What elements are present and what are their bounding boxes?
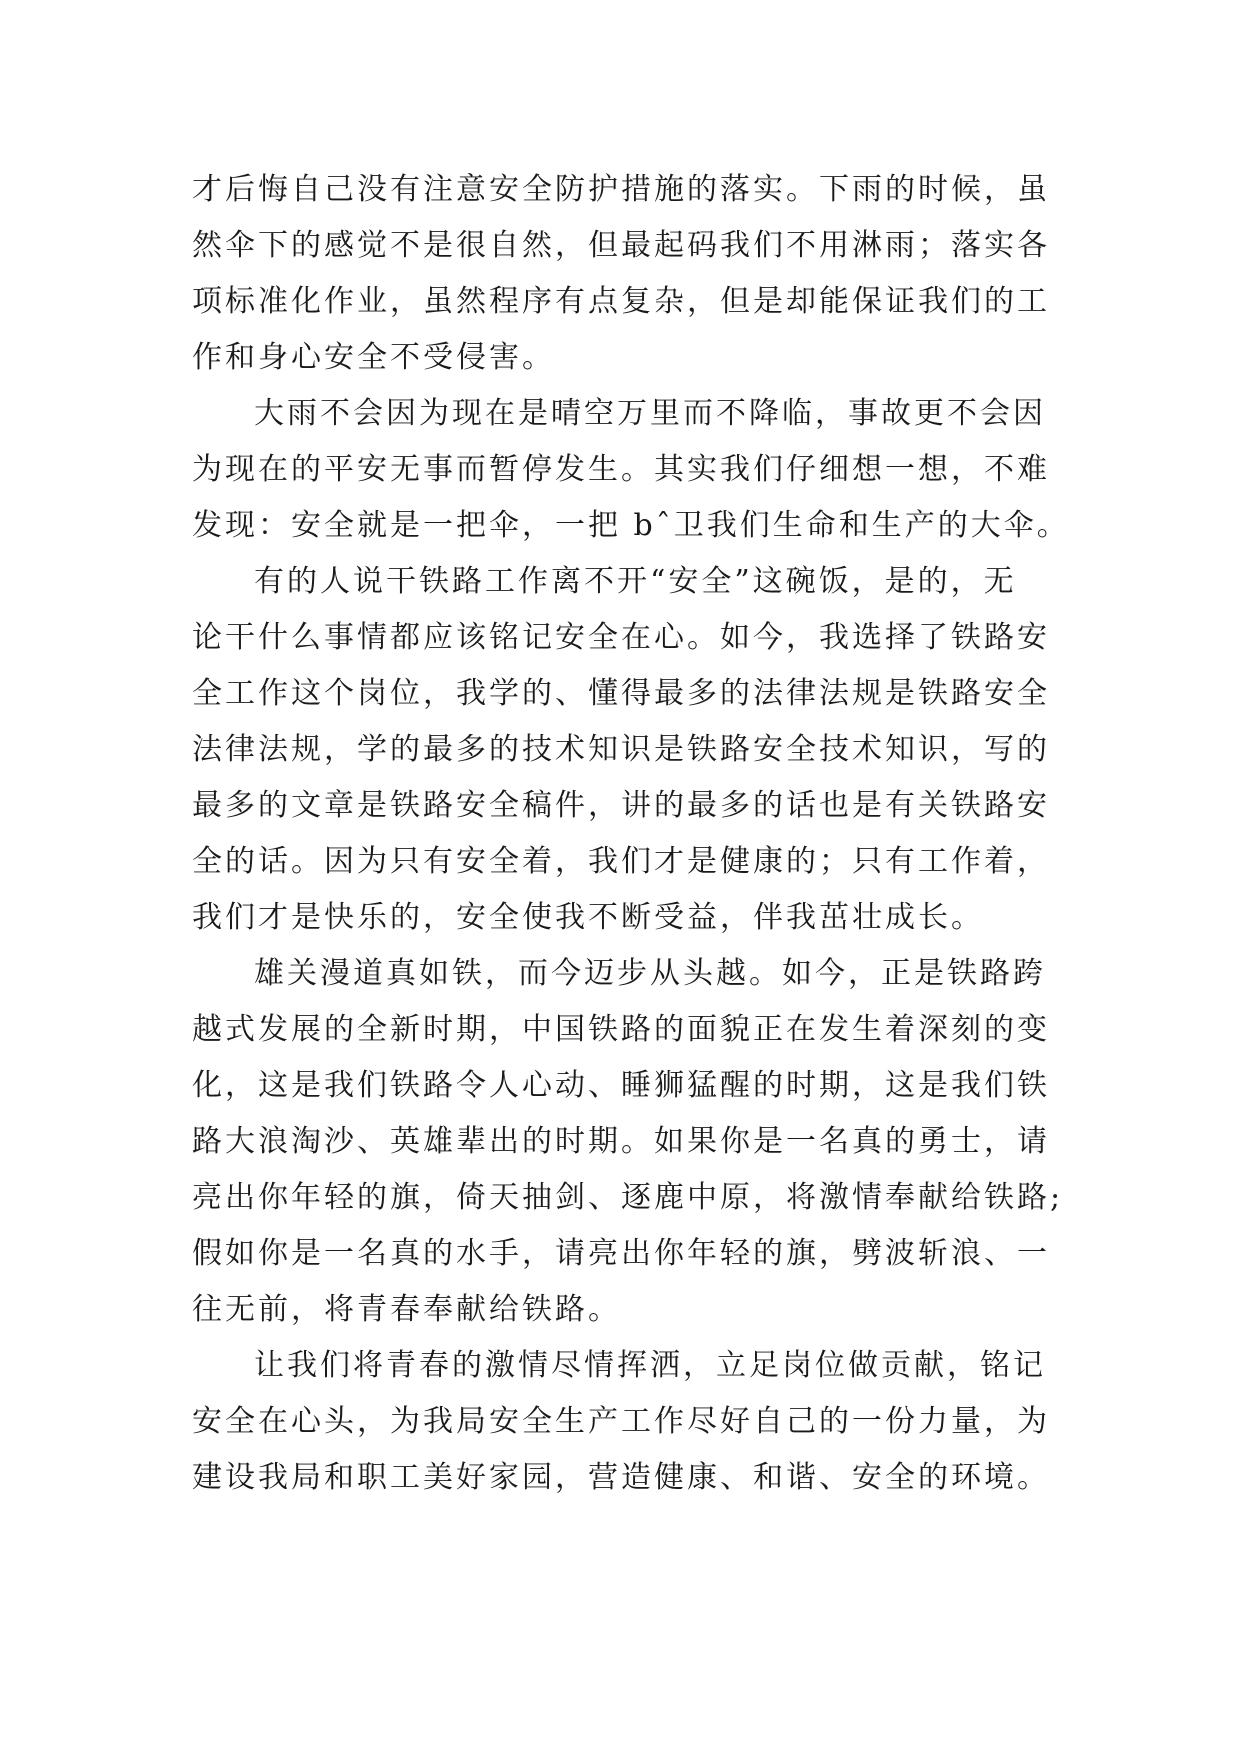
paragraph — [192, 162, 1072, 386]
text-line: 安全在心头，为我局安全生产工作尽好自己的一份力量，为 — [192, 1404, 1050, 1439]
text-line: 才后悔自己没有注意安全防护措施的落实。下雨的时候，虽 — [192, 172, 1050, 207]
text-line: 为现在的平安无事而暂停发生。其实我们仔细想一想，不难 — [192, 452, 1050, 487]
text-line: 全工作这个岗位，我学的、懂得最多的法律法规是铁路安全 — [192, 676, 1050, 711]
text-line: 我们才是快乐的，安全使我不断受益，伴我茁壮成长。 — [192, 900, 984, 935]
text-line: 大雨不会因为现在是晴空万里而不降临，事故更不会因 — [254, 396, 1046, 431]
paragraph — [192, 946, 1072, 1338]
paragraph — [192, 1338, 1072, 1506]
text-line: 论干什么事情都应该铭记安全在心。如今，我选择了铁路安 — [192, 620, 1050, 655]
text-line: 作和身心安全不受侵害。 — [192, 340, 555, 375]
text-line: 然伞下的感觉不是很自然，但最起码我们不用淋雨；落实各 — [192, 228, 1050, 263]
text-line: 发现：安全就是一把伞，一把 bˆ卫我们生命和生产的大伞。 — [192, 508, 1070, 543]
text-line: 建设我局和职工美好家园，营造健康、和谐、安全的环境。 — [192, 1460, 1050, 1495]
text-line: 项标准化作业，虽然程序有点复杂，但是却能保证我们的工 — [192, 284, 1050, 319]
text-line: 全的话。因为只有安全着，我们才是健康的；只有工作着， — [192, 844, 1050, 879]
text-line: 法律法规，学的最多的技术知识是铁路安全技术知识，写的 — [192, 732, 1050, 767]
document-body — [192, 162, 1072, 1506]
text-line: 亮出你年轻的旗，倚天抽剑、逐鹿中原，将激情奉献给铁路; — [192, 1180, 1064, 1215]
text-line: 化，这是我们铁路令人心动、睡狮猛醒的时期，这是我们铁 — [192, 1068, 1050, 1103]
text-line: 越式发展的全新时期，中国铁路的面貌正在发生着深刻的变 — [192, 1012, 1050, 1047]
text-line: 往无前，将青春奉献给铁路。 — [192, 1292, 621, 1327]
paragraph — [192, 386, 1072, 554]
text-line: 让我们将青春的激情尽情挥洒，立足岗位做贡献，铭记 — [254, 1348, 1046, 1383]
text-line: 有的人说干铁路工作离不开“安全”这碗饭，是的，无 — [254, 564, 1017, 599]
text-line: 假如你是一名真的水手，请亮出你年轻的旗，劈波斩浪、一 — [192, 1236, 1050, 1271]
text-line: 雄关漫道真如铁，而今迈步从头越。如今，正是铁路跨 — [254, 956, 1046, 991]
text-line: 最多的文章是铁路安全稿件，讲的最多的话也是有关铁路安 — [192, 788, 1050, 823]
text-line: 路大浪淘沙、英雄辈出的时期。如果你是一名真的勇士，请 — [192, 1124, 1050, 1159]
paragraph — [192, 554, 1072, 946]
